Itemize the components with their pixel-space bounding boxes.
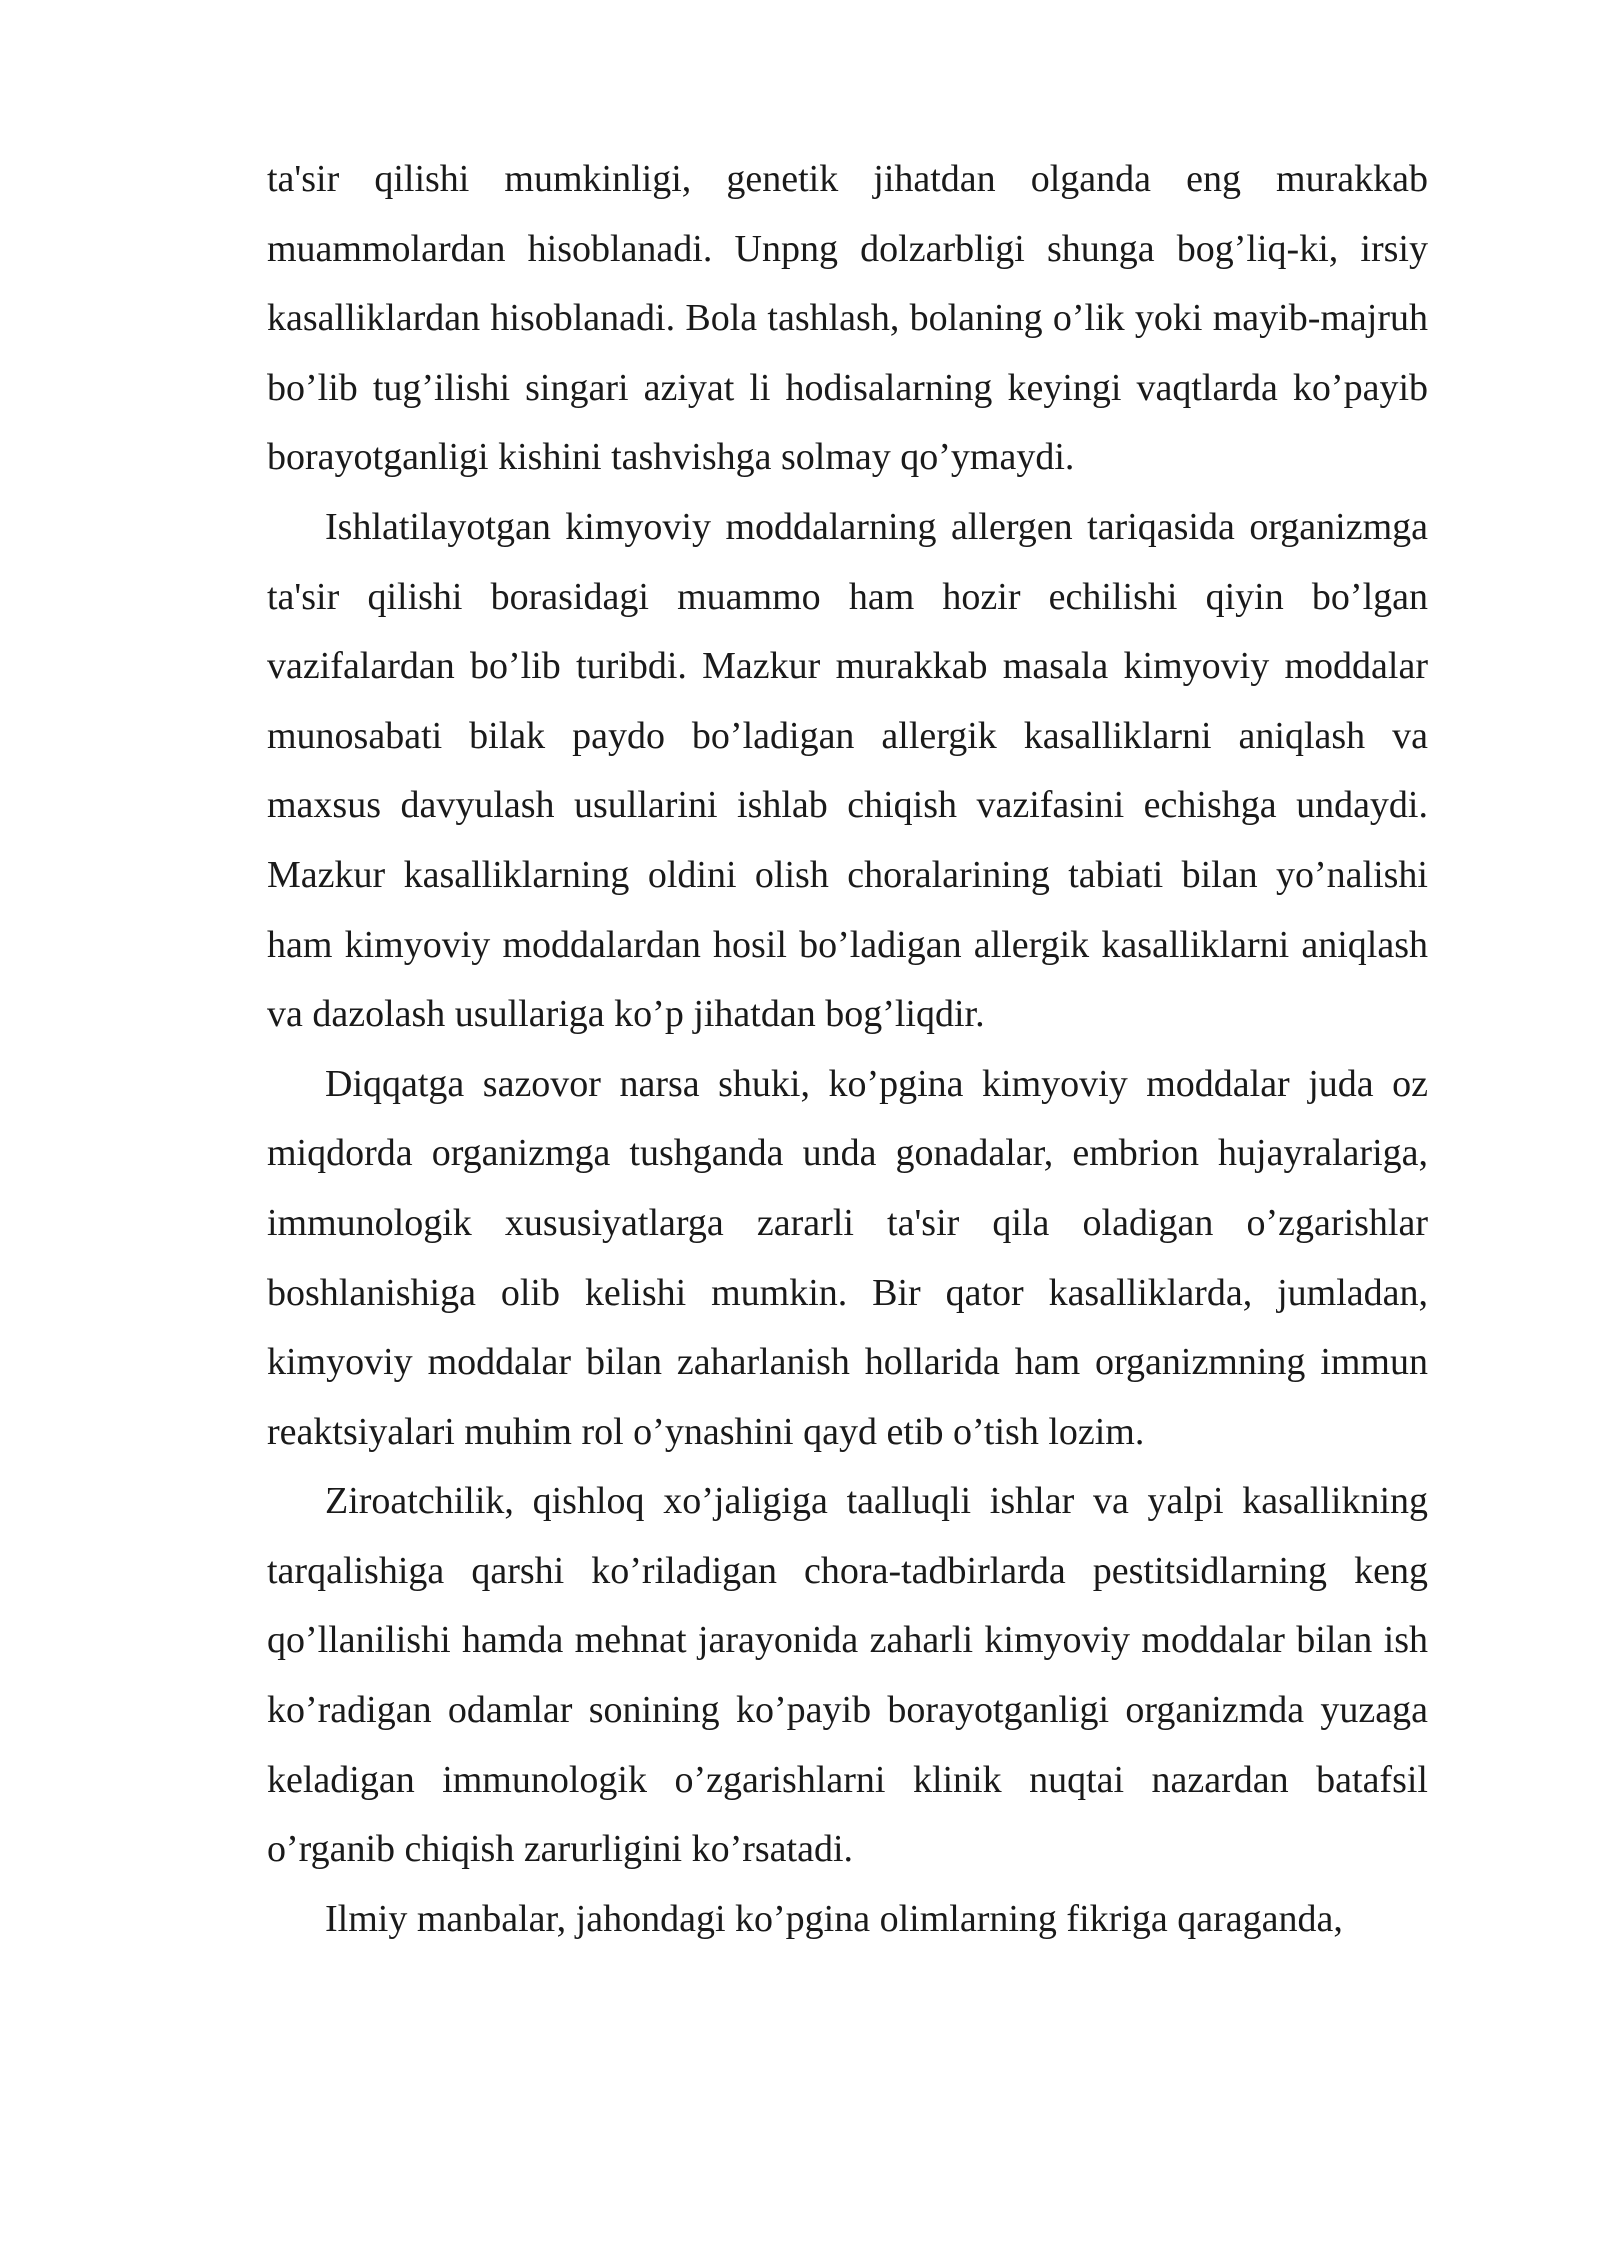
document-body [267,145,1428,1954]
paragraph-1: ta'sir qilishi mumkinligi, genetik jihatdan olganda eng murakkab muammolardan hisoblanadi. Unpng dolzarbligi shunga bog’liq-ki, irsiy kasalliklardan hisoblanadi. Bola tashlash, bolaning o’lik yoki mayib-majruh bo’lib tug’ilishi singari aziyat li hodisalarning keyingi vaqtlarda ko’payib borayotganligi kishini tashvishga solmay qo’ymaydi. [267,158,1428,479]
paragraph-2: Ishlatilayotgan kimyoviy moddalarning allergen tariqasida organizmga ta'sir qilishi borasidagi muammo ham hozir echilishi qiyin bo’lgan vazifalardan bo’lib turibdi. Mazkur murakkab masala kimyoviy moddalar munosabati bilak paydo bo’ladigan allergik kasalliklarni aniqlash va maxsus davyulash usullarini ishlab chiqish vazifasini echishga undaydi. Mazkur kasalliklarning oldini olish choralarining tabiati bilan yo’nalishi ham kimyoviy moddalardan hosil bo’ladigan allergik kasalliklarni aniqlash va dazolash usullariga ko’p jihatdan bog’liqdir. [267,505,1428,1036]
paragraph-4: Ziroatchilik, qishloq xo’jaligiga taalluqli ishlar va yalpi kasallikning tarqalishiga qarshi ko’riladigan chora-tadbirlarda pestitsidlarning keng qo’llanilishi hamda mehnat jarayonida zaharli kimyoviy moddalar bilan ish ko’radigan odamlar sonining ko’payib borayotganligi organizmda yuzaga keladigan immunologik o’zgarishlarni klinik nuqtai nazardan batafsil o’rganib chiqish zarurligini ko’rsatadi. [267,1480,1428,1871]
paragraph-3: Diqqatga sazovor narsa shuki, ko’pgina kimyoviy moddalar juda oz miqdorda organizmga tushganda unda gonadalar, embrion hujayralariga, immunologik xususiyatlarga zararli ta'sir qila oladigan o’zgarishlar boshlanishiga olib kelishi mumkin. Bir qator kasalliklarda, jumladan, kimyoviy moddalar bilan zaharlanish hollarida ham organizmning immun reaktsiyalari muhim rol o’ynashini qayd etib o’tish lozim. [267,1062,1428,1453]
paragraph-5: Ilmiy manbalar, jahondagi ko’pgina olimlarning fikriga qaraganda, [325,1897,1343,1940]
